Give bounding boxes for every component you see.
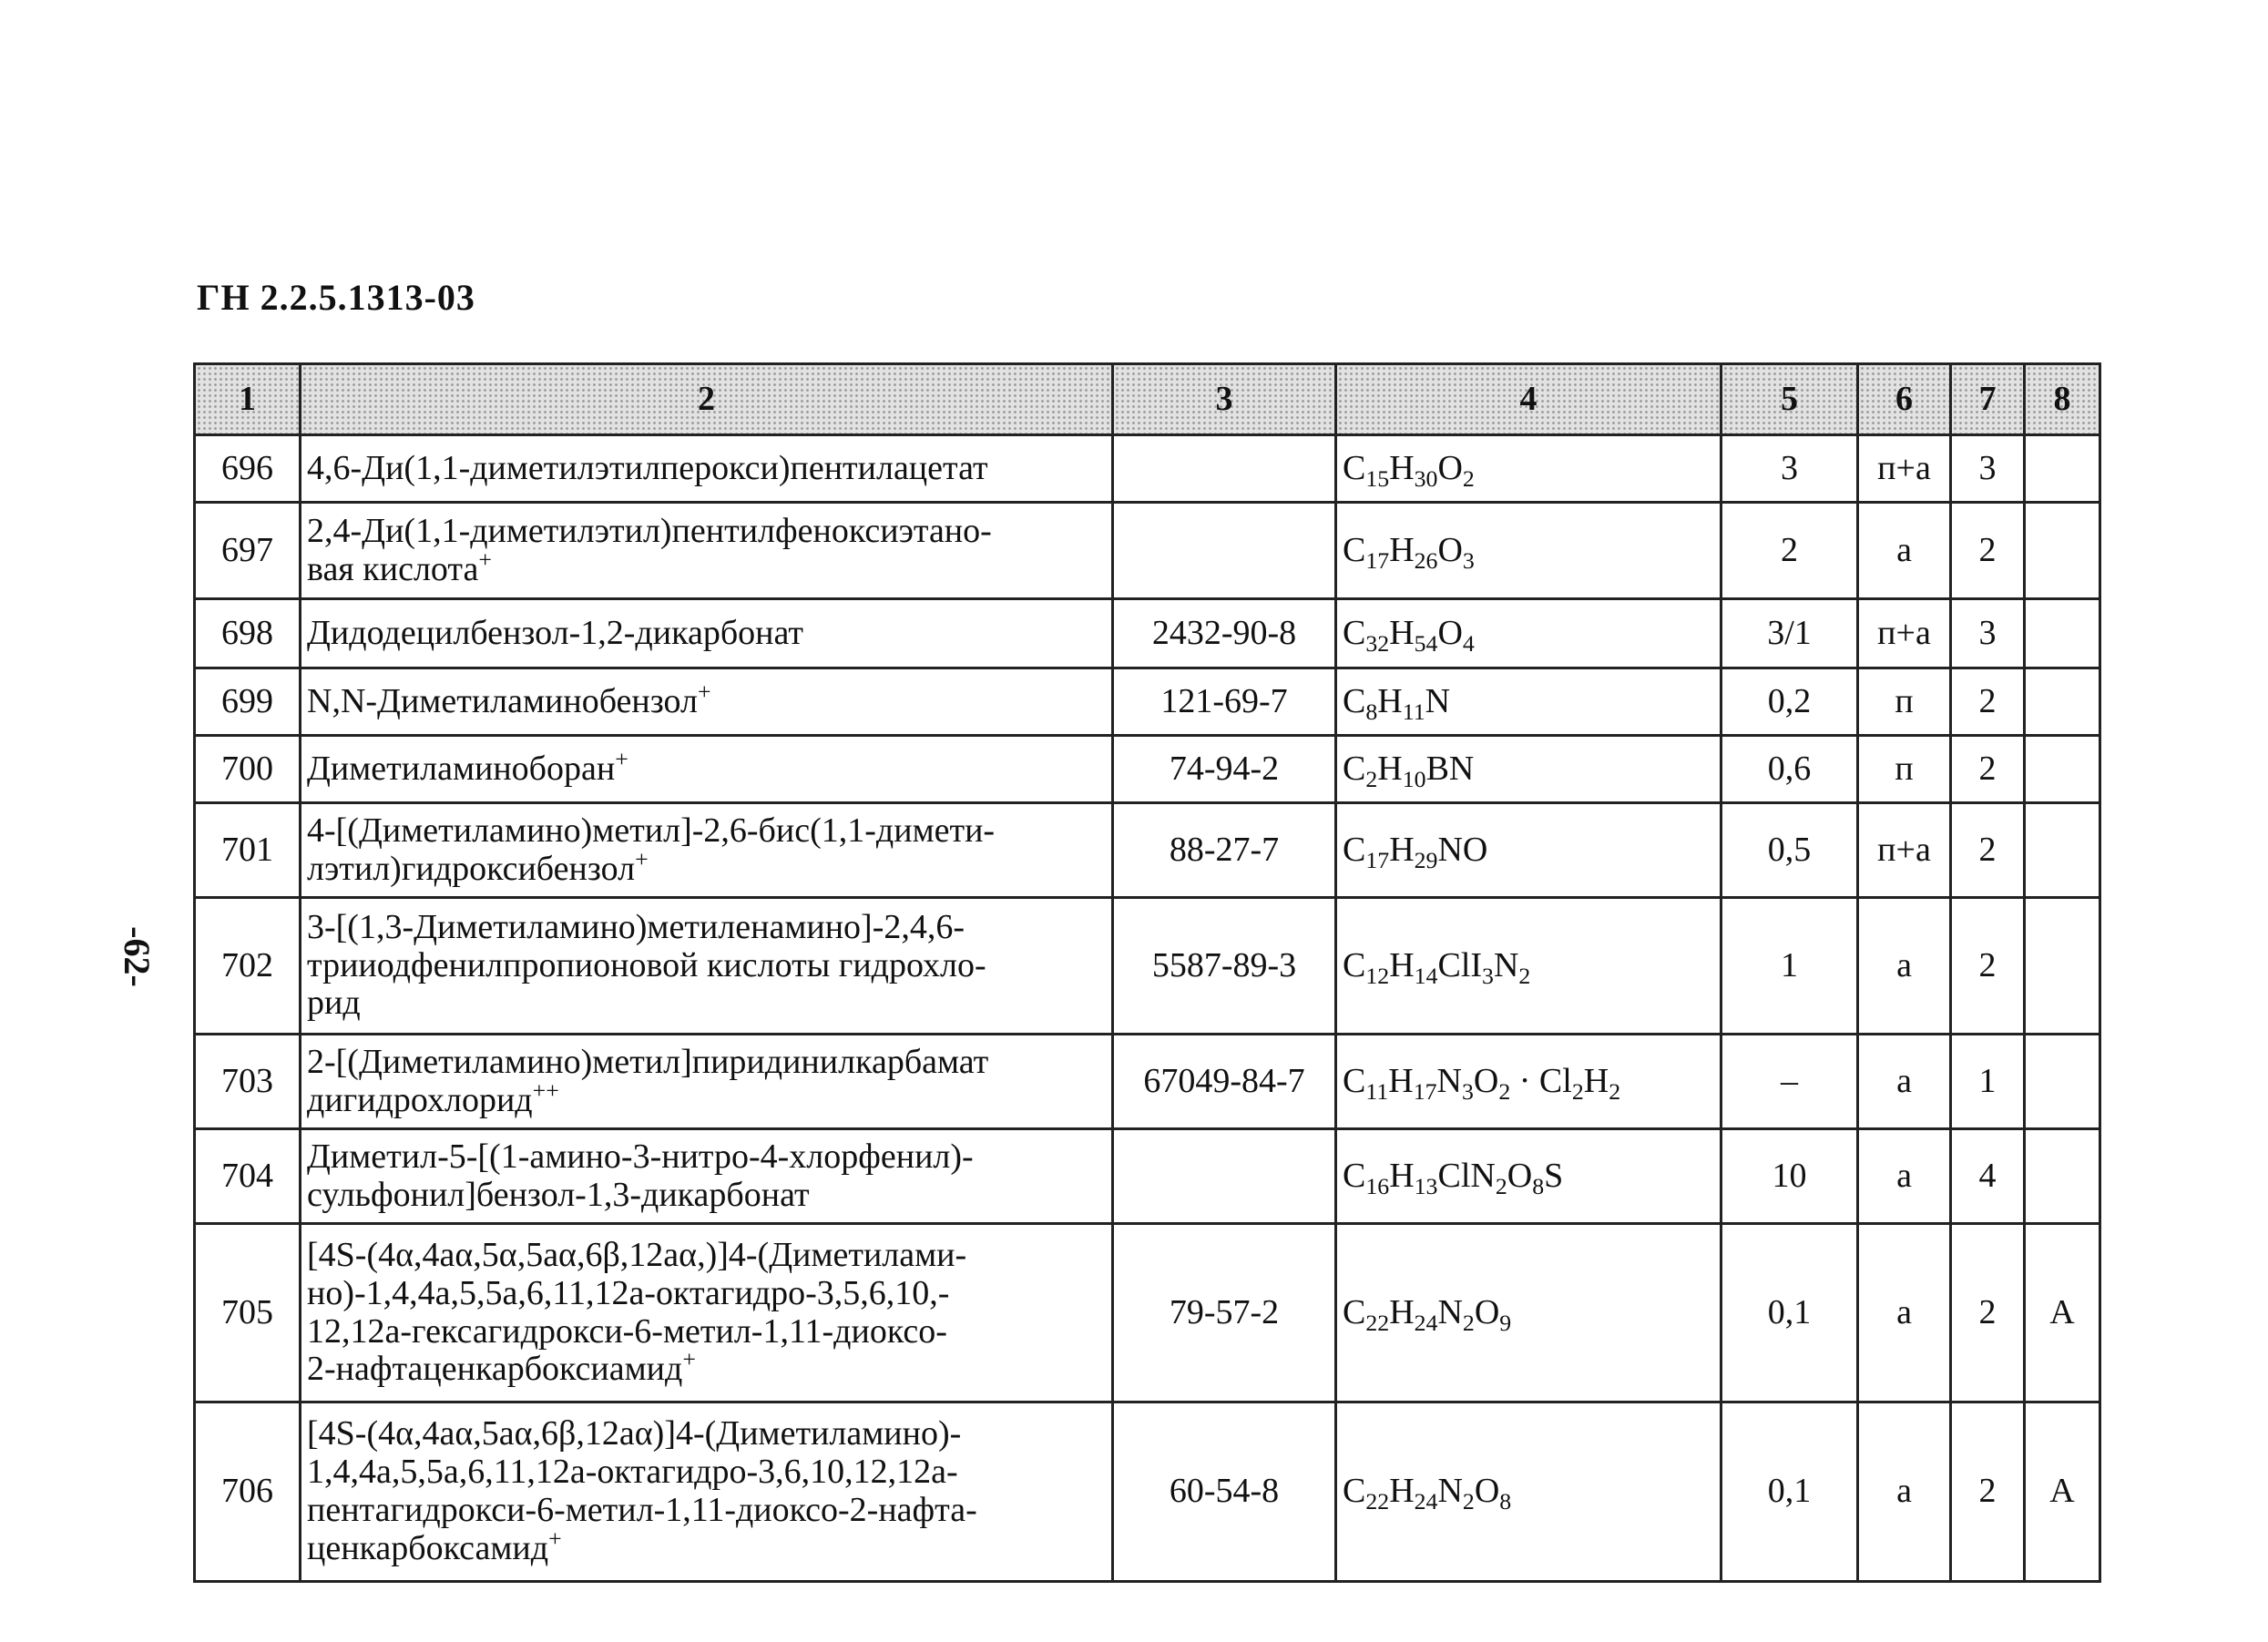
table-row <box>195 1129 2100 1224</box>
substance-name-cell: 2-[(Диметиламино)метил]пиридинилкарбамат дигидрохлорид++ <box>301 1035 1113 1129</box>
row-number-cell: 696 <box>195 435 301 503</box>
cas-number-cell: 74-94-2 <box>1113 736 1336 803</box>
table-row <box>195 1402 2100 1582</box>
row-number-cell: 701 <box>195 803 301 898</box>
substance-name-cell: 3-[(1,3-Диметиламино)метиленамино]-2,4,6- трииодфенилпропионовой кислоты гидрохло- рид <box>301 898 1113 1035</box>
column-header: 8 <box>2025 364 2100 435</box>
formula-cell: $C_{22}H_{24}N_2O_9$ <box>1336 1224 1721 1402</box>
state-cell: а <box>1858 503 1951 599</box>
table-row <box>195 898 2100 1035</box>
hazard-class-cell: 2 <box>1951 736 2025 803</box>
row-number-cell: 705 <box>195 1224 301 1402</box>
state-cell: п+а <box>1858 599 1951 668</box>
note-cell <box>2025 599 2100 668</box>
cas-number-cell: 79-57-2 <box>1113 1224 1336 1402</box>
substance-name-cell: 2,4-Ди(1,1-диметилэтил)пентилфеноксиэтано- вая кислота+ <box>301 503 1113 599</box>
limit-value-cell: 0,1 <box>1721 1224 1858 1402</box>
limit-value-cell: 2 <box>1721 503 1858 599</box>
limit-value-cell: 0,2 <box>1721 668 1858 736</box>
hazard-class-cell: 2 <box>1951 1224 2025 1402</box>
formula-cell: $C_{17}H_{29}NO$ <box>1336 803 1721 898</box>
note-cell <box>2025 898 2100 1035</box>
state-cell: п+а <box>1858 435 1951 503</box>
cas-number-cell: 67049-84-7 <box>1113 1035 1336 1129</box>
limit-value-cell: 10 <box>1721 1129 1858 1224</box>
hazard-class-cell: 2 <box>1951 898 2025 1035</box>
formula-cell: $C_{11}H_{17}N_3O_2 \cdot Cl_2H_2$ <box>1336 1035 1721 1129</box>
state-cell: п <box>1858 736 1951 803</box>
row-number-cell: 699 <box>195 668 301 736</box>
column-header: 7 <box>1951 364 2025 435</box>
limit-value-cell: 3 <box>1721 435 1858 503</box>
formula-cell: $C_8H_{11}N$ <box>1336 668 1721 736</box>
column-header: 6 <box>1858 364 1951 435</box>
hazard-class-cell: 4 <box>1951 1129 2025 1224</box>
note-cell <box>2025 503 2100 599</box>
cas-number-cell: 121-69-7 <box>1113 668 1336 736</box>
hazard-class-cell: 3 <box>1951 599 2025 668</box>
substance-name-cell: Диметил-5-[(1-амино-3-нитро-4-хлорфенил)- сульфонил]бензол-1,3-дикарбонат <box>301 1129 1113 1224</box>
state-cell: а <box>1858 898 1951 1035</box>
substance-name-cell: Диметиламиноборан+ <box>301 736 1113 803</box>
table-row <box>195 736 2100 803</box>
page-number <box>109 911 164 1002</box>
substance-name-cell: 4-[(Диметиламино)метил]-2,6-бис(1,1-димети- лэтил)гидроксибензол+ <box>301 803 1113 898</box>
row-number-cell: 700 <box>195 736 301 803</box>
table-body <box>195 435 2100 1582</box>
table-row <box>195 803 2100 898</box>
note-cell <box>2025 803 2100 898</box>
state-cell: а <box>1858 1402 1951 1582</box>
table-row <box>195 1224 2100 1402</box>
cas-number-cell: 5587-89-3 <box>1113 898 1336 1035</box>
state-cell: п <box>1858 668 1951 736</box>
note-cell <box>2025 736 2100 803</box>
hazard-class-cell: 2 <box>1951 503 2025 599</box>
cas-number-cell <box>1113 435 1336 503</box>
formula-cell: $C_{17}H_{26}O_3$ <box>1336 503 1721 599</box>
substance-name-cell: [4S-(4α,4aα,5α,5aα,6β,12aα,)]4-(Диметилами- но)-1,4,4a,5,5a,6,11,12a-октагидро-3,5,6,10,- 12,12a-гексагидрокси-6-метил-1,11-диоксо- 2-нафтаценкарбоксиамид+ <box>301 1224 1113 1402</box>
limit-value-cell: 0,1 <box>1721 1402 1858 1582</box>
hazard-class-cell: 1 <box>1951 1035 2025 1129</box>
substance-name-cell: 4,6-Ди(1,1-диметилэтилперокси)пентилацетат <box>301 435 1113 503</box>
note-cell <box>2025 1129 2100 1224</box>
row-number-cell: 703 <box>195 1035 301 1129</box>
hazard-class-cell: 2 <box>1951 803 2025 898</box>
table-header-row <box>195 364 2100 435</box>
row-number-cell: 702 <box>195 898 301 1035</box>
limit-value-cell: 0,5 <box>1721 803 1858 898</box>
formula-cell: $C_{22}H_{24}N_2O_8$ <box>1336 1402 1721 1582</box>
state-cell: а <box>1858 1224 1951 1402</box>
state-cell: п+а <box>1858 803 1951 898</box>
state-cell: а <box>1858 1129 1951 1224</box>
note-cell <box>2025 435 2100 503</box>
formula-cell: $C_2H_{10}BN$ <box>1336 736 1721 803</box>
row-number-cell: 697 <box>195 503 301 599</box>
substance-name-cell: N,N-Диметиламинобензол+ <box>301 668 1113 736</box>
substance-name-cell: [4S-(4α,4aα,5aα,6β,12aα)]4-(Диметиламино)- 1,4,4a,5,5a,6,11,12a-октагидро-3,6,10,12,12a- пентагидрокси-6-метил-1,11-диоксо-2-нафта- ценкарбоксамид+ <box>301 1402 1113 1582</box>
column-header: 2 <box>301 364 1113 435</box>
document-code: ГН 2.2.5.1313-03 <box>197 277 475 318</box>
substances-table <box>193 362 2101 1583</box>
cas-number-cell <box>1113 503 1336 599</box>
substance-name-cell: Дидодецилбензол-1,2-дикарбонат <box>301 599 1113 668</box>
formula-cell: $C_{32}H_{54}O_4$ <box>1336 599 1721 668</box>
hazard-class-cell: 3 <box>1951 435 2025 503</box>
formula-cell: $C_{12}H_{14}ClI_3N_2$ <box>1336 898 1721 1035</box>
state-cell: а <box>1858 1035 1951 1129</box>
row-number-cell: 706 <box>195 1402 301 1582</box>
column-header: 1 <box>195 364 301 435</box>
table-row <box>195 503 2100 599</box>
note-cell <box>2025 1035 2100 1129</box>
hazard-class-cell: 2 <box>1951 1402 2025 1582</box>
row-number-cell: 698 <box>195 599 301 668</box>
note-cell <box>2025 668 2100 736</box>
hazard-class-cell: 2 <box>1951 668 2025 736</box>
cas-number-cell <box>1113 1129 1336 1224</box>
column-header: 5 <box>1721 364 1858 435</box>
limit-value-cell: 3/1 <box>1721 599 1858 668</box>
table-row <box>195 435 2100 503</box>
row-number-cell: 704 <box>195 1129 301 1224</box>
table-row <box>195 668 2100 736</box>
limit-value-cell: – <box>1721 1035 1858 1129</box>
page-number-text: -62- <box>116 925 158 987</box>
limit-value-cell: 0,6 <box>1721 736 1858 803</box>
table-row <box>195 599 2100 668</box>
cas-number-cell: 2432-90-8 <box>1113 599 1336 668</box>
cas-number-cell: 88-27-7 <box>1113 803 1336 898</box>
column-header: 4 <box>1336 364 1721 435</box>
note-cell: А <box>2025 1224 2100 1402</box>
limit-value-cell: 1 <box>1721 898 1858 1035</box>
column-header: 3 <box>1113 364 1336 435</box>
formula-cell: $C_{15}H_{30}O_2$ <box>1336 435 1721 503</box>
cas-number-cell: 60-54-8 <box>1113 1402 1336 1582</box>
formula-cell: $C_{16}H_{13}ClN_2O_8S$ <box>1336 1129 1721 1224</box>
note-cell: А <box>2025 1402 2100 1582</box>
table-row <box>195 1035 2100 1129</box>
